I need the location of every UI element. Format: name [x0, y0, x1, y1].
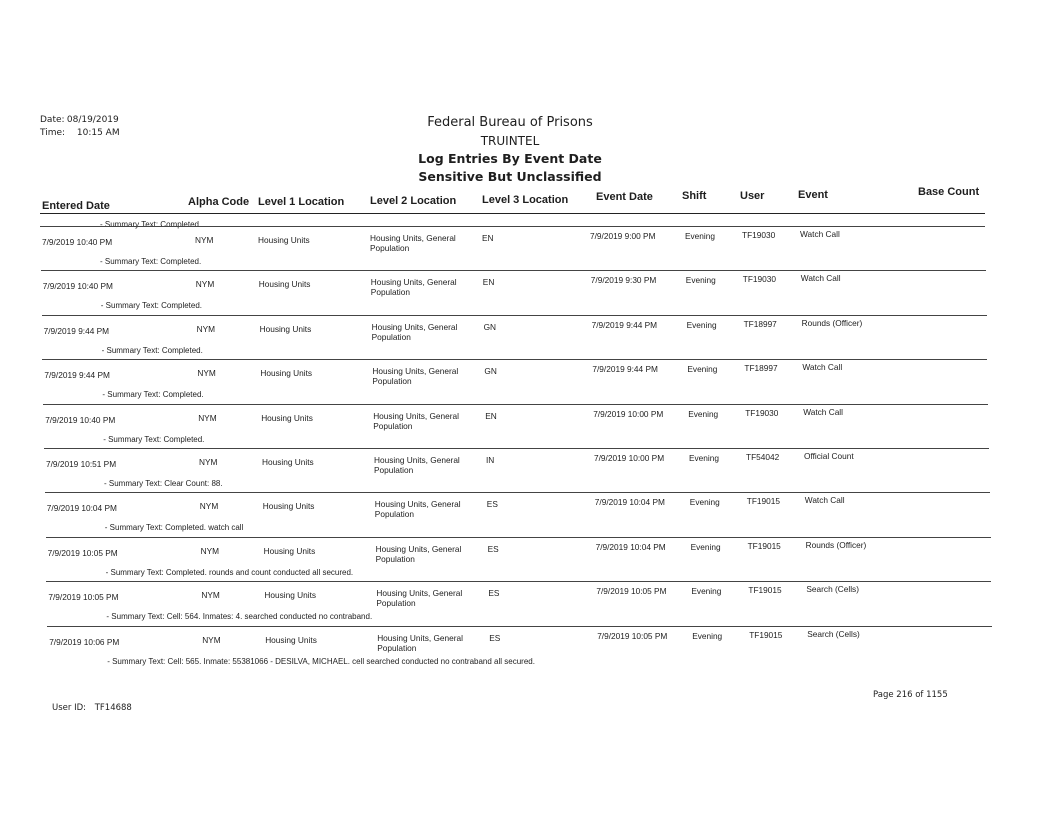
event-date-cell: 7/9/2019 10:00 PM	[594, 453, 665, 463]
user-cell: TF19030	[745, 407, 779, 418]
summary-text: - Summary Text: Completed.	[100, 301, 203, 311]
alpha-code-cell: NYM	[196, 323, 216, 334]
level2-cell: Housing Units, General Population	[370, 277, 457, 298]
row-rule	[42, 315, 987, 316]
event-cell: Watch Call	[802, 362, 843, 373]
table-row	[43, 404, 988, 448]
row-rule	[40, 226, 985, 227]
shift-cell: Evening	[685, 231, 715, 241]
date-value: 08/19/2019	[66, 115, 119, 125]
report-date	[40, 115, 127, 125]
level1-cell: Housing Units	[262, 501, 315, 512]
level1-cell: Housing Units	[262, 457, 314, 467]
event-date-cell: 7/9/2019 9:30 PM	[590, 275, 657, 286]
level2-cell: Housing Units, General Population	[377, 632, 463, 653]
table-row	[46, 537, 991, 581]
summary-text: - Summary Text: Completed.	[100, 257, 202, 266]
event-cell: Watch Call	[800, 273, 841, 284]
summary-text: - Summary Text: Completed. watch call	[104, 523, 244, 533]
row-rule	[46, 581, 991, 582]
level3-cell: ES	[489, 632, 501, 643]
event-date-cell: 7/9/2019 10:00 PM	[593, 408, 664, 419]
user-cell: TF19030	[742, 230, 776, 240]
event-cell: Watch Call	[800, 229, 840, 239]
table-row	[44, 448, 989, 492]
level2-cell: Housing Units, General Population	[373, 410, 459, 431]
table-row	[46, 581, 991, 625]
event-cell: Watch Call	[804, 495, 845, 506]
alpha-code-cell: NYM	[200, 545, 220, 556]
classification-label: Sensitive But Unclassified	[418, 169, 602, 184]
user-cell: TF54042	[746, 452, 780, 462]
col-alpha-code: Alpha Code	[188, 196, 250, 208]
level2-cell: Housing Units, General Population	[375, 543, 462, 564]
report-title-block	[405, 114, 615, 186]
shift-cell: Evening	[689, 497, 720, 508]
entered-date-cell: 7/9/2019 10:51 PM	[46, 459, 117, 469]
event-cell: Rounds (Officer)	[801, 317, 863, 328]
user-id-value: TF14688	[94, 703, 132, 713]
alpha-code-cell: NYM	[198, 412, 217, 423]
level1-cell: Housing Units	[261, 412, 313, 423]
entered-date-cell: 7/9/2019 9:44 PM	[44, 370, 110, 381]
alpha-code-cell: NYM	[202, 634, 221, 645]
level3-cell: EN	[485, 410, 497, 421]
col-shift: Shift	[682, 190, 707, 202]
entered-date-cell: 7/9/2019 10:40 PM	[45, 414, 116, 425]
row-rule	[43, 404, 988, 405]
table-row	[42, 315, 987, 359]
event-cell: Search (Cells)	[807, 628, 860, 639]
report-title: Log Entries By Event Date	[418, 151, 602, 166]
level1-cell: Housing Units	[259, 323, 312, 334]
level3-cell: EN	[482, 277, 495, 288]
table-row	[40, 226, 985, 270]
shift-cell: Evening	[689, 453, 719, 463]
level3-cell: GN	[484, 366, 497, 377]
col-event: Event	[798, 189, 828, 201]
event-cell: Official Count	[804, 451, 854, 461]
level2-cell: Housing Units, General Population	[374, 455, 460, 475]
level2-cell: Housing Units, General Population	[374, 499, 461, 520]
user-cell: TF19015	[746, 496, 781, 507]
alpha-code-cell: NYM	[199, 501, 219, 512]
level2-cell: Housing Units, General Population	[370, 233, 456, 253]
table-row	[41, 270, 986, 314]
col-level2: Level 2 Location	[370, 195, 457, 207]
time-label: Time:	[40, 128, 66, 138]
row-rule	[44, 448, 989, 449]
level1-cell: Housing Units	[264, 590, 317, 601]
summary-text: - Summary Text: Completed.	[102, 390, 204, 400]
shift-cell: Evening	[692, 630, 723, 641]
header-rule	[40, 213, 985, 214]
alpha-code-cell: NYM	[195, 235, 214, 245]
summary-text: - Summary Text: Completed.	[101, 345, 203, 355]
row-rule	[41, 270, 986, 271]
level2-cell: Housing Units, General Population	[371, 321, 458, 342]
level3-cell: ES	[488, 588, 500, 599]
entered-date-cell: 7/9/2019 10:40 PM	[42, 281, 113, 292]
row-rule	[47, 626, 992, 627]
system-name: TRUINTEL	[480, 134, 540, 148]
summary-text: - Summary Text: Completed. rounds and count conducted all secured.	[105, 567, 354, 577]
entered-date-cell: 7/9/2019 10:05 PM	[48, 592, 119, 603]
table-row	[45, 492, 990, 536]
summary-text: - Summary Text: Completed.	[100, 220, 202, 229]
user-id-label: User ID:	[52, 703, 86, 713]
summary-text: - Summary Text: Clear Count: 88.	[104, 479, 223, 488]
entered-date-cell: 7/9/2019 10:06 PM	[49, 636, 120, 647]
row-rule	[42, 359, 987, 360]
event-cell: Rounds (Officer)	[805, 539, 867, 550]
level3-cell: EN	[482, 233, 494, 243]
event-date-cell: 7/9/2019 9:44 PM	[592, 364, 658, 375]
col-level1: Level 1 Location	[258, 196, 345, 208]
alpha-code-cell: NYM	[197, 368, 216, 379]
level1-cell: Housing Units	[263, 545, 316, 556]
summary-text: - Summary Text: Completed.	[103, 434, 205, 444]
col-entered-date: Entered Date	[42, 200, 110, 212]
user-cell: TF19015	[747, 540, 781, 551]
level3-cell: ES	[486, 499, 498, 510]
user-cell: TF19015	[749, 629, 783, 640]
level1-cell: Housing Units	[258, 279, 311, 290]
alpha-code-cell: NYM	[195, 279, 215, 290]
level3-cell: GN	[483, 321, 497, 332]
level2-cell: Housing Units, General Population	[372, 366, 459, 387]
entered-date-cell: 7/9/2019 10:40 PM	[42, 237, 113, 247]
level3-cell: IN	[486, 455, 495, 465]
event-date-cell: 7/9/2019 9:00 PM	[590, 231, 656, 241]
level1-cell: Housing Units	[260, 368, 313, 379]
event-cell: Search (Cells)	[806, 584, 859, 595]
row-rule	[45, 492, 990, 493]
event-date-cell: 7/9/2019 10:04 PM	[595, 541, 666, 552]
user-cell: TF18997	[743, 318, 777, 329]
table-row	[47, 626, 992, 670]
entered-date-cell: 7/9/2019 10:04 PM	[46, 503, 117, 514]
user-cell: TF19030	[742, 274, 777, 285]
level1-cell: Housing Units	[258, 235, 310, 245]
entered-date-cell: 7/9/2019 10:05 PM	[47, 547, 118, 558]
level1-cell: Housing Units	[265, 634, 317, 645]
entered-date-cell: 7/9/2019 9:44 PM	[43, 325, 110, 336]
report-time	[40, 128, 127, 138]
date-label: Date:	[40, 115, 65, 125]
event-date-cell: 7/9/2019 10:05 PM	[597, 630, 668, 641]
level3-cell: ES	[487, 543, 499, 554]
agency-name: Federal Bureau of Prisons	[427, 115, 593, 130]
event-date-cell: 7/9/2019 10:05 PM	[596, 586, 667, 597]
footer-user-id	[52, 703, 132, 713]
user-cell: TF19015	[748, 585, 782, 596]
level2-cell: Housing Units, General Population	[376, 588, 463, 609]
shift-cell: Evening	[688, 408, 719, 419]
col-user: User	[740, 190, 765, 202]
shift-cell: Evening	[686, 319, 717, 330]
table-row	[42, 359, 987, 403]
summary-text: - Summary Text: Cell: 564. Inmates: 4. searched conducted no contraband.	[106, 612, 373, 622]
shift-cell: Evening	[691, 586, 722, 597]
shift-cell: Evening	[687, 364, 718, 375]
event-date-cell: 7/9/2019 10:04 PM	[594, 497, 665, 508]
shift-cell: Evening	[685, 275, 716, 286]
event-cell: Watch Call	[803, 406, 843, 417]
page-number: Page 216 of 1155	[873, 690, 948, 700]
alpha-code-cell: NYM	[201, 590, 220, 601]
col-level3: Level 3 Location	[482, 194, 569, 206]
user-cell: TF18997	[744, 363, 778, 374]
event-date-cell: 7/9/2019 9:44 PM	[591, 319, 658, 330]
col-base-count: Base Count	[918, 186, 980, 198]
col-event-date: Event Date	[596, 191, 653, 203]
row-rule	[46, 537, 991, 538]
summary-text: - Summary Text: Cell: 565. Inmate: 55381066 - DESILVA, MICHAEL. cell searched conducted no contraband all secured.	[107, 656, 535, 666]
alpha-code-cell: NYM	[199, 457, 218, 467]
time-value: 10:15 AM	[76, 128, 120, 138]
shift-cell: Evening	[690, 541, 721, 552]
